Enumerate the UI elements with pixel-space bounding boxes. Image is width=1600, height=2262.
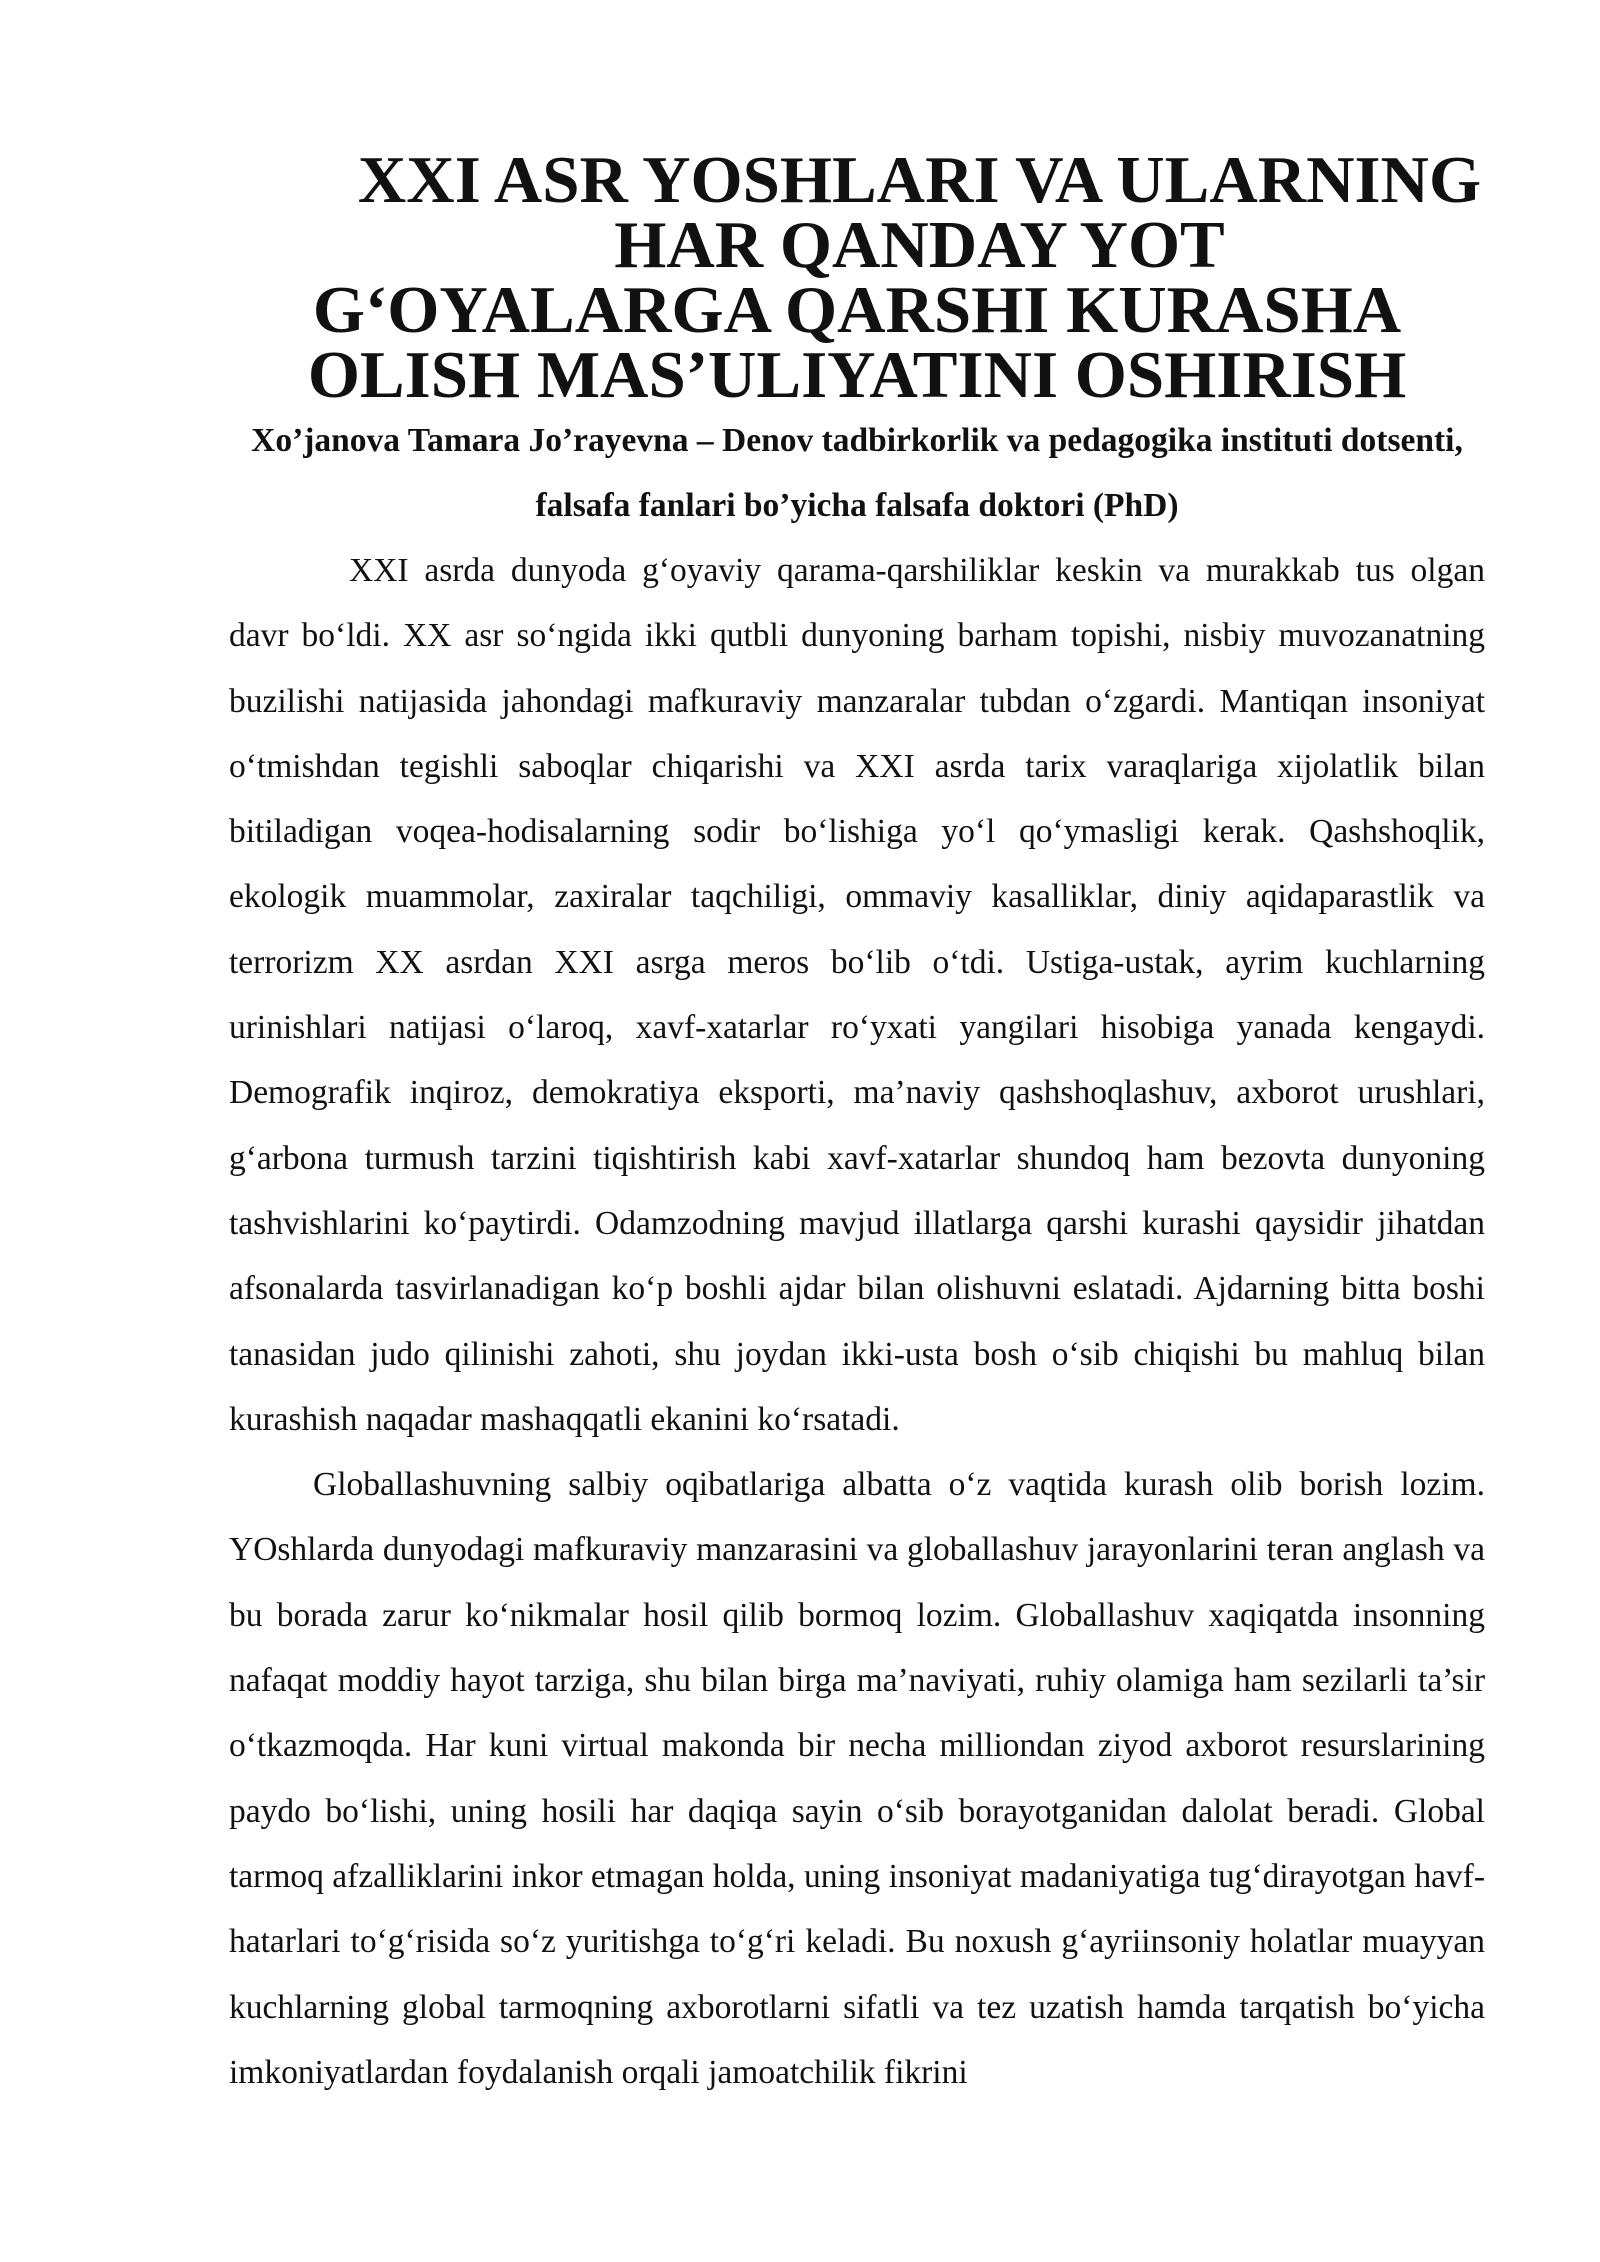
paragraph-2: Globallashuvning salbiy oqibatlariga albatta o‘z vaqtida kurash olib borish lozim. YOshlarda dunyodagi mafkuraviy manzarasini va globallashuv jarayonlarini teran anglash va bu borada zarur ko‘nikmalar hosil qilib bormoq lozim. Globallashuv xaqiqatda insonning nafaqat moddiy hayot tarziga, shu bilan birga ma’naviyati, ruhiy olamiga ham sezilarli ta’sir o‘tkazmoqda. Har kuni virtual makonda bir necha milliondan ziyod axborot resurslarining paydo bo‘lishi, uning hosili har daqiqa sayin o‘sib borayotganidan dalolat beradi. Global tarmoq afzalliklarini inkor etmagan holda, uning insoniyat madaniyatiga tug‘dirayotgan havf-hatarlari to‘g‘risida so‘z yuritishga to‘g‘ri keladi. Bu noxush g‘ayriinsoniy holatlar muayyan kuchlarning global tarmoqning axborotlarni sifatli va tez uzatish hamda tarqatish bo‘yicha imkoniyatlardan foydalanish orqali jamoatchilik fikrini <box>229 1466 1485 2091</box>
article-title <box>229 143 1485 412</box>
author-line: Xo’janova Tamara Jo’rayevna – Denov tadbirkorlik va pedagogika instituti dotsenti, falsafa fanlari bo’yicha falsafa doktori (PhD) <box>251 422 1463 524</box>
document-body <box>229 143 1485 2105</box>
title-line-2: G‘OYALARGA QARSHI KURASHA OLISH MAS’ULIYATINI OSHIRISH <box>307 273 1407 412</box>
paragraph-1: XXI asrda dunyoda g‘oyaviy qarama-qarshiliklar keskin va murakkab tus olgan davr bo‘ldi. XX asr so‘ngida ikki qutbli dunyoning barham topishi, nisbiy muvozanatning buzilishi natijasida jahondagi mafkuraviy manzaralar tubdan o‘zgardi. Mantiqan insoniyat o‘tmishdan tegishli saboqlar chiqarishi va XXI asrda tarix varaqlariga xijolatlik bilan bitiladigan voqea-hodisalarning sodir bo‘lishiga yo‘l qo‘ymasligi kerak. Qashshoqlik, ekologik muammolar, zaxiralar taqchiligi, ommaviy kasalliklar, diniy aqidaparastlik va terrorizm XX asrdan XXI asrga meros bo‘lib o‘tdi. Ustiga-ustak, ayrim kuchlarning urinishlari natijasi o‘laroq, xavf-xatarlar ro‘yxati yangilari hisobiga yanada kengaydi. Demografik inqiroz, demokratiya eksporti, ma’naviy qashshoqlashuv, axborot urushlari, g‘arbona turmush tarzini tiqishtirish kabi xavf-xatarlar shundoq ham bezovta dunyoning tashvishlarini ko‘paytirdi. Odamzodning mavjud illatlarga qarshi kurashi qaysidir jihatdan afsonalarda tasvirlanadigan ko‘p boshli ajdar bilan olishuvni eslatadi. Ajdarning bitta boshi tanasidan judo qilinishi zahoti, shu joydan ikki-usta bosh o‘sib chiqishi bu mahluq bilan kurashish naqadar mashaqqatli ekanini ko‘rsatadi. <box>229 552 1485 1438</box>
title-line-1: XXI ASR YOSHLARI VA ULARNING HAR QANDAY YOT <box>357 143 1482 282</box>
